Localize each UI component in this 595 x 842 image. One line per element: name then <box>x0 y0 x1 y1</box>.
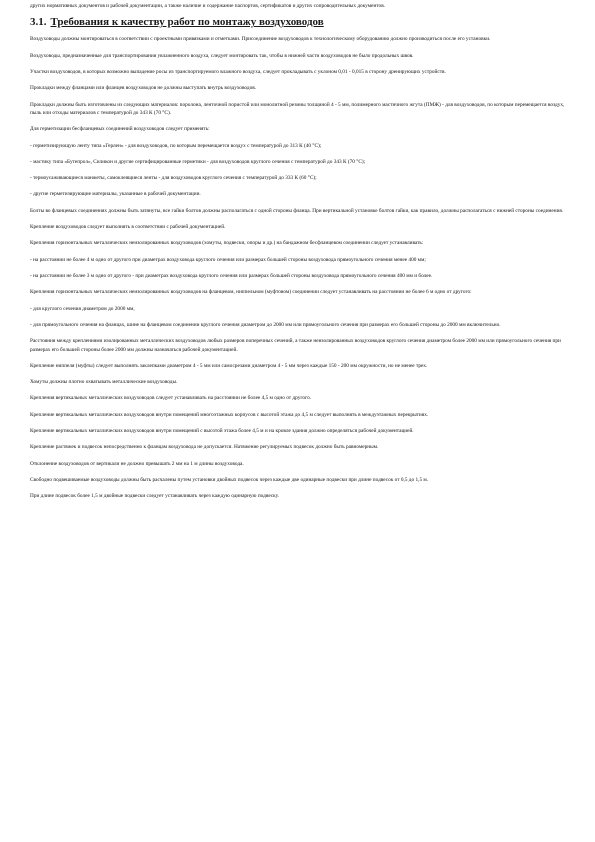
paragraph: Участки воздуховодов, в которых возможно выпадение росы из транспортируемого влажного воздуха, следует прокладывать с уклоном 0,01 - 0,015 в сторону дренирующих устройств. <box>30 69 446 75</box>
paragraph: Отклонение воздуховодов от вертикали не должно превышать 2 мм на 1 м длины воздуховода. <box>30 460 244 467</box>
section-number: 3.1. <box>30 16 47 29</box>
list-item: - для круглого сечения диаметром до 2000 мм, <box>30 305 135 312</box>
paragraph: Крепление вертикальных металлических воздуховодов внутри помещений с высотой этажа более 4,5 м и на кровле здания должно определяться рабочей документацией. <box>30 428 414 435</box>
paragraph: Крепление воздуховодов следует выполнять в соответствии с рабочей документацией. <box>30 224 226 231</box>
paragraph: Крепления горизонтальных металлических неизолированных воздуховодов на фланцевом, ниппельном (муфтовом) соединении следует устанавливать на расстоянии не более 6 м одно от другого: <box>30 289 472 296</box>
section-title: Требования к качеству работ по монтажу воздуховодов <box>50 16 324 29</box>
paragraph: Крепление вертикальных металлических воздуховодов внутри помещений многоэтажных корпусов с высотой этажа до 4,5 м следует выполнять в междуэтажных перекрытиях. <box>30 411 429 418</box>
list-item: - для прямоугольного сечения на фланцах, шине на фланцевом соединении круглого сечения диаметром до 2000 мм или прямоугольного сечения при размерах его большей стороны до 2000 мм включительно. <box>30 321 501 328</box>
paragraph: Крепления горизонтальных металлических неизолированных воздуховодов (хомуты, подвески, опоры и др.) на бандажном бесфланцевом соединении следует устанавливать: <box>30 240 424 247</box>
paragraph: Свободно подвешиваемые воздуховоды должны быть расчалены путем установки двойных подвесок через каждые две одинарные подвески при длине подвесок от 0,5 до 1,5 м. <box>30 476 429 483</box>
list-item: - на расстоянии не более 4 м одно от другого при диаметрах воздуховода круглого сечения или размерах большей стороны воздуховода прямоугольного сечения менее 400 мм; <box>30 256 426 263</box>
paragraph: Крепление растяжек и подвесок непосредственно к фланцам воздуховода не допускается. Натяжение регулируемых подвесок должно быть равномерным. <box>30 444 379 451</box>
intro-paragraph: других нормативных документов и рабочей документации, а также наличие и содержание паспортов, сертификатов и других сопроводительных документов. <box>30 3 386 9</box>
list-item: - мастику типа «Бутепрол», Силикон и другие сертифицированные герметики - для воздуховодов круглого сечения с температурой до 343 К (70 °С); <box>30 158 366 165</box>
paragraph: Хомуты должны плотно охватывать металлические воздуховоды. <box>30 379 178 386</box>
list-item: - другие герметизирующие материалы, указанные в рабочей документации. <box>30 191 201 198</box>
paragraph: Крепление ниппеля (муфты) следует выполнять заклепками диаметром 4 - 5 мм или самосрезами диаметром 4 - 5 мм через каждые 150 - 200 мм окружности, но не менее трех. <box>30 362 428 369</box>
paragraph: Крепления вертикальных металлических воздуховодов следует устанавливать на расстоянии не более 4,5 м одно от другого. <box>30 395 312 402</box>
paragraph: Расстояния между креплениями изолированных металлических воздуховодов любых размеров поперечных сечений, а также неизолированных воздуховодов круглого сечения диаметром более 2000 мм или прямоугольного сечения при размерах его большей стороны более 2000 мм должны назначаться рабочей документацией. <box>30 338 561 353</box>
section-heading <box>30 15 565 29</box>
list-item: - на расстоянии не более 3 м одно от другого - при диаметрах воздуховода круглого сечения или размерах большей стороны воздуховода прямоугольного сечения 400 мм и более. <box>30 272 433 279</box>
paragraph: При длине подвесок более 1,5 м двойные подвески следует устанавливать через каждую одинарную подвеску. <box>30 493 280 500</box>
paragraph: Воздуховоды должны монтироваться в соответствии с проектными привязками и отметками. Присоединение воздуховодов к технологическому оборудованию должно производиться после его установки. <box>30 36 491 43</box>
paragraph: Воздуховоды, предназначенные для транспортирования увлажненного воздуха, следует монтировать так, чтобы в нижней части воздуховодов не было продольных швов. <box>30 52 414 59</box>
list-item: - термоусаживающиеся манжеты, самоклеящиеся ленты - для воздуховодов круглого сечения с температурой до 333 К (60 °С); <box>30 175 317 182</box>
paragraph: Прокладки должны быть изготовлены из следующих материалов: поролона, ленточной пористой или монолитной резины толщиной 4 - 5 мм, полимерного мастичного жгута (ПМЖ) - для воздуховодов, по которым перемещается воздух, пыль или отходы материалов с температурой до 343 К (70 °С). <box>30 101 565 116</box>
paragraph: Болты во фланцевых соединениях должны быть затянуты, все гайки болтов должны располагаться с одной стороны фланца. При вертикальной установке болтов гайки, как правило, должны располагаться с нижней стороны соединения. <box>30 207 564 214</box>
paragraph: Прокладки между фланцами или фланцев воздуховодов не должны выступать внутрь воздуховодов. <box>30 85 257 92</box>
list-item: - герметизирующую ленту типа «Герлен» - для воздуховодов, по которым перемещается воздух с температурой до 313 К (40 °С); <box>30 142 322 149</box>
paragraph: Для герметизации бесфланцевых соединений воздуховодов следует применять: <box>30 126 210 133</box>
